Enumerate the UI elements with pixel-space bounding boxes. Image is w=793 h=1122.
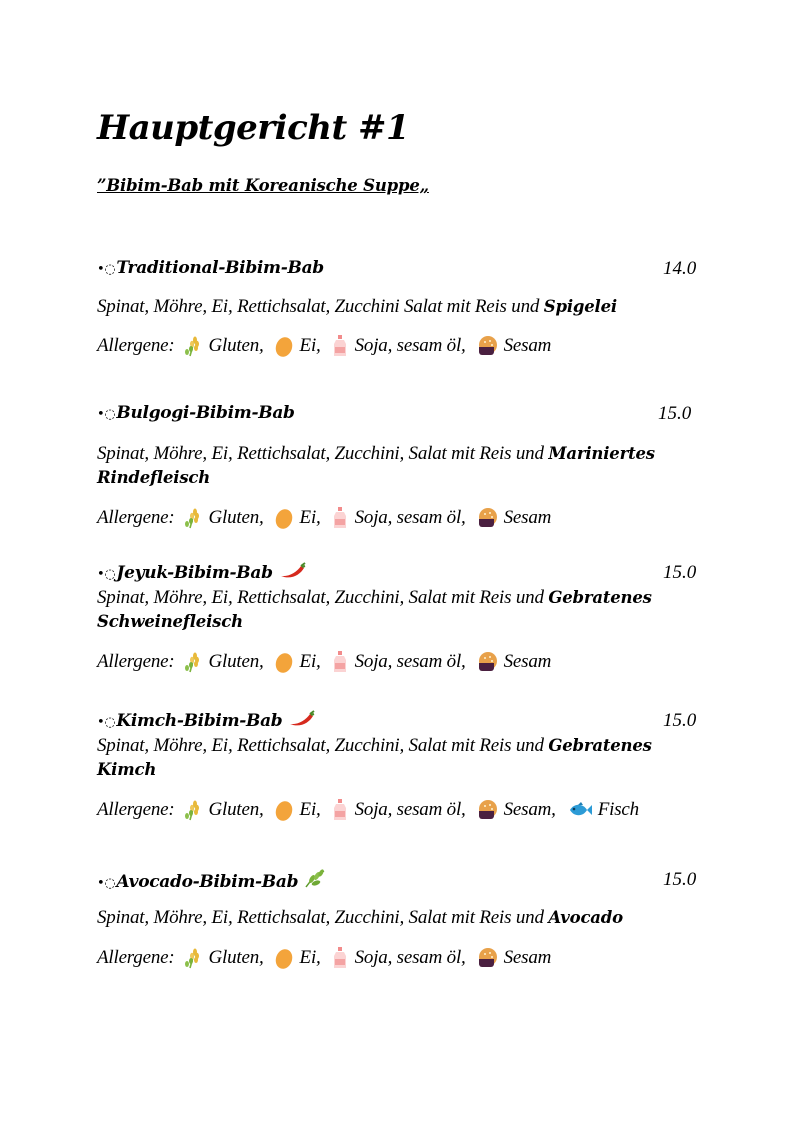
soy-bottle-icon [331, 798, 349, 822]
allergen-text: Sesam [503, 335, 552, 356]
allergen-gluten [184, 946, 263, 970]
allergen-text: Soja, sesam öl, [354, 507, 466, 528]
dish-description [97, 295, 672, 319]
soy-bottle-icon [331, 650, 349, 674]
dish-item [97, 869, 707, 970]
allergen-sesame [476, 798, 556, 822]
dish-item [97, 710, 707, 822]
dish-name [97, 403, 295, 423]
allergen-sesame [476, 946, 552, 970]
allergen-sesame [476, 334, 552, 358]
sesame-bowl-icon [476, 799, 498, 821]
dish-description-text: Spinat, Möhre, Ei, Rettichsalat, Zucchini, Salat mit Reis und [97, 587, 544, 608]
egg-icon [274, 946, 294, 970]
sesame-bowl-icon [476, 335, 498, 357]
bullet-mark: •◌ [97, 567, 116, 582]
allergen-label: Allergene: [97, 947, 175, 968]
dish-description [97, 586, 672, 634]
allergen-text: Sesam, [503, 799, 556, 820]
allergen-soy [331, 946, 466, 970]
bullet-mark: •◌ [97, 876, 116, 891]
wheat-icon [184, 799, 202, 821]
allergen-gluten [184, 798, 263, 822]
dish-name [97, 710, 316, 731]
allergen-text: Ei, [299, 651, 321, 672]
wheat-icon [184, 507, 202, 529]
allergen-line [97, 798, 707, 822]
dish-name-text: Kimch-Bibim-Bab [116, 711, 283, 731]
dish-header [97, 562, 707, 588]
allergen-text: Gluten, [208, 947, 264, 968]
soy-bottle-icon [331, 506, 349, 530]
egg-icon [274, 506, 294, 530]
dish-name-text: Bulgogi-Bibim-Bab [116, 403, 295, 423]
fish-icon [566, 800, 592, 820]
page-subtitle: ”Bibim-Bab mit Koreanische Suppe„ [97, 176, 429, 195]
dish-header [97, 710, 707, 736]
allergen-sesame [476, 650, 552, 674]
allergen-gluten [184, 334, 263, 358]
allergen-text: Soja, sesam öl, [354, 799, 466, 820]
dish-item [97, 562, 707, 674]
dish-description-highlight: Gebratenes Schweinefleisch [97, 588, 652, 631]
dish-description [97, 734, 672, 782]
bullet-mark: •◌ [97, 407, 116, 422]
allergen-egg [274, 946, 321, 970]
allergen-egg [274, 506, 321, 530]
dish-description-text: Spinat, Möhre, Ei, Rettichsalat, Zucchini, Salat mit Reis und [97, 907, 544, 928]
dish-description [97, 906, 672, 930]
allergen-label: Allergene: [97, 799, 175, 820]
dish-description-highlight: Mariniertes Rindefleisch [97, 444, 655, 487]
allergen-gluten [184, 506, 263, 530]
dish-item [97, 258, 707, 358]
allergen-text: Ei, [299, 947, 321, 968]
allergen-line [97, 946, 707, 970]
allergen-text: Ei, [299, 507, 321, 528]
sesame-bowl-icon [476, 651, 498, 673]
allergen-text: Ei, [299, 799, 321, 820]
allergen-label: Allergene: [97, 507, 175, 528]
soy-bottle-icon [331, 334, 349, 358]
dish-description-highlight: Avocado [548, 908, 623, 927]
dish-price: 15.0 [663, 869, 697, 890]
allergen-label: Allergene: [97, 651, 175, 672]
soy-bottle-icon [331, 946, 349, 970]
allergen-text: Ei, [299, 335, 321, 356]
bullet-mark: •◌ [97, 715, 116, 730]
dish-item [97, 403, 707, 530]
dish-description-text: Spinat, Möhre, Ei, Rettichsalat, Zucchini, Salat mit Reis und [97, 443, 544, 464]
allergen-text: Gluten, [208, 799, 264, 820]
egg-icon [274, 334, 294, 358]
allergen-text: Soja, sesam öl, [354, 947, 466, 968]
wheat-icon [184, 335, 202, 357]
page-title: Hauptgericht #1 [97, 108, 410, 148]
egg-icon [274, 650, 294, 674]
herb-leaf-icon [304, 869, 326, 889]
dish-header [97, 258, 707, 284]
allergen-label: Allergene: [97, 335, 175, 356]
allergen-text: Gluten, [208, 651, 264, 672]
allergen-soy [331, 506, 466, 530]
allergen-line [97, 334, 707, 358]
chili-pepper-icon [279, 562, 307, 580]
bullet-mark: •◌ [97, 262, 116, 277]
allergen-text: Sesam [503, 651, 552, 672]
allergen-fish [566, 798, 639, 822]
allergen-sesame [476, 506, 552, 530]
allergen-text: Sesam [503, 507, 552, 528]
sesame-bowl-icon [476, 507, 498, 529]
dish-name [97, 562, 307, 583]
wheat-icon [184, 651, 202, 673]
dish-price: 15.0 [663, 710, 697, 731]
dish-price: 14.0 [663, 258, 697, 279]
dish-description-text: Spinat, Möhre, Ei, Rettichsalat, Zucchini Salat mit Reis und [97, 296, 540, 317]
allergen-line [97, 650, 707, 674]
dish-description-text: Spinat, Möhre, Ei, Rettichsalat, Zucchini, Salat mit Reis und [97, 735, 544, 756]
dish-name-text: Traditional-Bibim-Bab [116, 258, 324, 278]
allergen-egg [274, 334, 321, 358]
sesame-bowl-icon [476, 947, 498, 969]
dish-name [97, 258, 324, 278]
dish-name-text: Jeyuk-Bibim-Bab [116, 563, 273, 583]
dish-name-text: Avocado-Bibim-Bab [116, 872, 299, 892]
allergen-text: Fisch [597, 799, 639, 820]
dish-name [97, 869, 326, 892]
dish-description-highlight: Spigelei [543, 297, 617, 316]
dish-header [97, 403, 707, 429]
dish-header [97, 869, 707, 895]
dish-description [97, 442, 672, 490]
allergen-text: Sesam [503, 947, 552, 968]
allergen-egg [274, 798, 321, 822]
allergen-text: Soja, sesam öl, [354, 651, 466, 672]
allergen-soy [331, 798, 466, 822]
dish-price: 15.0 [663, 562, 697, 583]
allergen-text: Gluten, [208, 335, 264, 356]
egg-icon [274, 798, 294, 822]
wheat-icon [184, 947, 202, 969]
allergen-soy [331, 650, 466, 674]
dish-price: 15.0 [658, 403, 692, 424]
allergen-text: Soja, sesam öl, [354, 335, 466, 356]
chili-pepper-icon [288, 710, 316, 728]
allergen-soy [331, 334, 466, 358]
allergen-text: Gluten, [208, 507, 264, 528]
allergen-gluten [184, 650, 263, 674]
allergen-egg [274, 650, 321, 674]
dish-description-highlight: Gebratenes Kimch [97, 736, 652, 779]
allergen-line [97, 506, 707, 530]
